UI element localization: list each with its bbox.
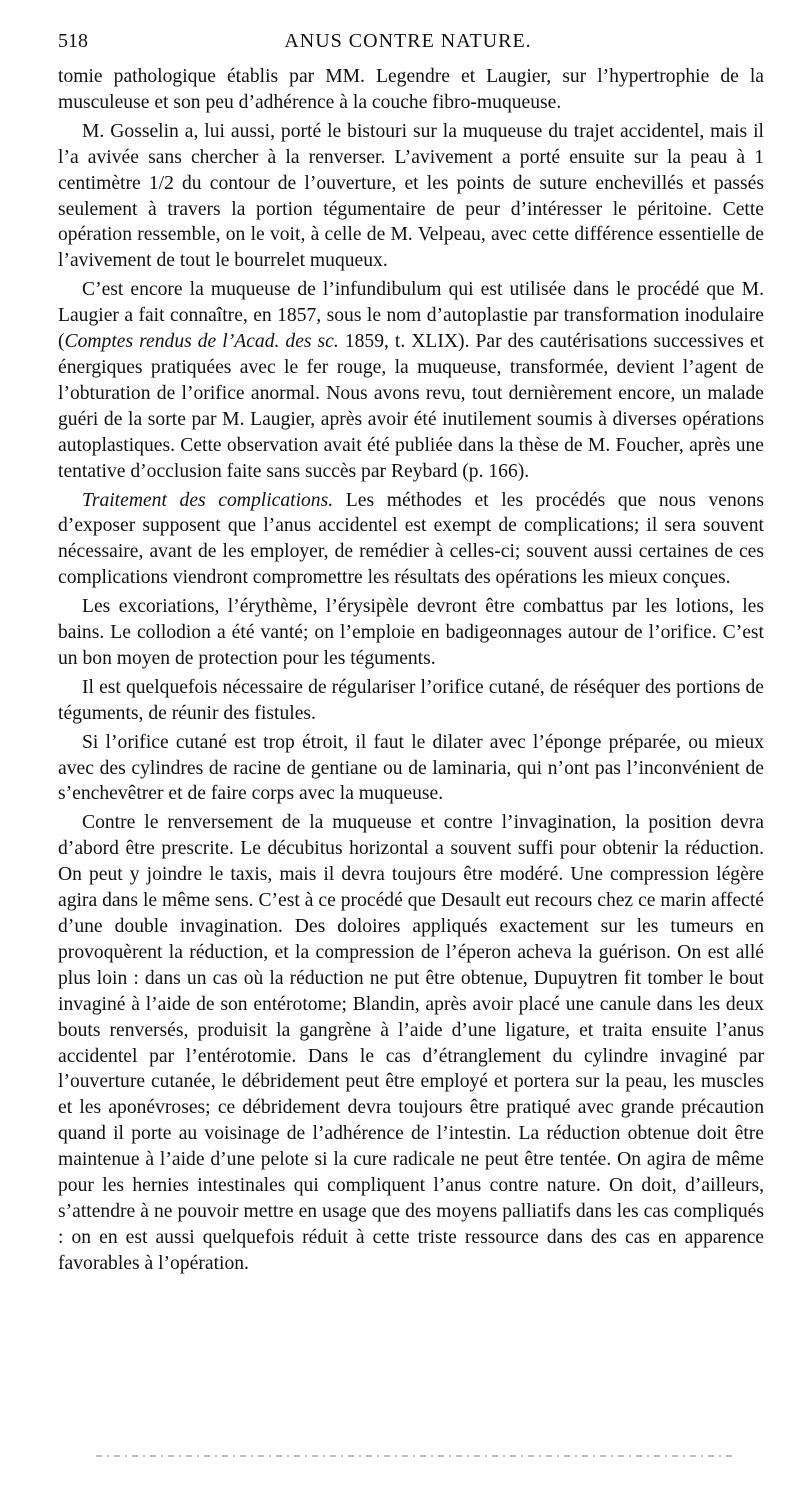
paragraph-4-text: Les méthodes et les procédés que nous venons d’exposer supposent que l’anus accidentel est exempt de complications; il sera souvent nécessaire, avant de les employer, de remédier à celles-ci; souvent aussi certaines de ces complications viendront compromettre les résultats des opérations les mieux conçues. — [58, 489, 764, 589]
paragraph-2: M. Gosselin a, lui aussi, porté le bistouri sur la muqueuse du trajet accidentel, mais il l’a avivée sans chercher à la renverser. L’avivement a porté ensuite sur la peau à 1 centimètre 1/2 du contour de l’ouverture, et les points de suture enchevillés et passés seulement à travers la portion tégumentaire de peur d’intéresser le péritoine. Cette opération ressemble, on le voit, à celle de M. Velpeau, avec cette différence essentielle de l’avivement de tout le bourrelet muqueux. — [58, 120, 764, 272]
page-header — [58, 30, 758, 60]
page-number: 518 — [58, 30, 88, 52]
paragraph-1: tomie pathologique établis par MM. Legendre et Laugier, sur l’hypertrophie de la musculeuse et son peu d’adhérence à la couche fibro-muqueuse. — [58, 66, 764, 113]
section-heading-complications: Traitement des complications. — [82, 489, 334, 511]
paragraph-3-text-b: 1859, t. XLIX). Par des cautérisations successives et énergiques pratiquées avec le fer rouge, la muqueuse, transformée, devient l’agent de l’obturation de l’orifice anormal. Nous avons revu, tout dernièrement encore, un malade guéri de la sorte par M. Laugier, après avoir été inutilement soumis à diverses opérations autoplastiques. Cette observation avait été publiée dans la thèse de M. Foucher, après une tentative d’occlusion faite sans succès par Reybard (p. 166). — [58, 331, 765, 482]
paragraph-4 — [58, 488, 764, 592]
paragraph-7: Si l’orifice cutané est trop étroit, il faut le dilater avec l’éponge préparée, ou mieux avec des cylindres de racine de gentiane ou de laminaria, qui n’ont pas l’inconvénient de s’enchevêtrer et de faire corps avec la muqueuse. — [58, 731, 764, 805]
paragraph-6: Il est quelquefois nécessaire de régulariser l’orifice cutané, de réséquer des portions de téguments, de réunir des fistules. — [58, 676, 764, 724]
paragraph-8: Contre le renversement de la muqueuse et contre l’invagination, la position devra d’abord être prescrite. Le décubitus horizontal a souvent suffi pour obtenir la réduction. On peut y joindre le taxis, mais il devra toujours être modéré. Une compression légère agira dans le même sens. C’est à ce procédé que Desault eut recours chez ce marin affecté d’une double invagination. Des doloires appliqués exactement sur les tumeurs en provoquèrent la réduction, et la compression de l’éperon acheva la guérison. On est allé plus loin : dans un cas où la réduction ne put être obtenue, Dupuytren fit tomber le bout invaginé à l’aide de son entérotome; Blandin, après avoir placé une canule dans les deux bouts renversés, produisit la gangrène à l’aide d’une ligature, et traita ensuite l’anus accidentel par l’entérotomie. Dans le cas d’étranglement du cylindre invaginé par l’ouverture cutanée, le débridement peut être employé et portera sur la peau, les muscles et les aponévroses; ce débridement devra toujours être pratiqué avec grande précaution quand il porte au voisinage de l’adhérence de l’intestin. La réduction obtenue doit être maintenue à l’aide d’une pelote si la cure radicale ne peut être tentée. On agira de même pour les hernies intestinales qui compliquent l’anus contre nature. On doit, d’ailleurs, s’attendre à ne pouvoir mettre en usage que des moyens palliatifs dans les cas compliqués : on en est aussi quelquefois réduit à cette triste ressource dans des cas en apparence favorables à l’opération. — [58, 812, 764, 1274]
paragraph-3 — [58, 277, 764, 484]
paragraph-3-citation: Comptes rendus de l’Acad. des sc. — [64, 331, 339, 353]
footer-dashed-rule — [96, 1452, 736, 1460]
running-title: ANUS CONTRE NATURE. — [284, 30, 532, 52]
paragraph-5: Les excoriations, l’érythème, l’érysipèle devront être combattus par les lotions, les bains. Le collodion a été vanté; on l’emploie en badigeonnages autour de l’orifice. C’est un bon moyen de protection pour les téguments. — [58, 596, 764, 669]
paragraph-3-text-a: C’est encore la muqueuse de l’infundibulum qui est utilisée dans le procédé que M. Laugier a fait connaître, en 1857, sous le nom d’autoplastie par transformation inodulaire ( — [58, 279, 764, 353]
body-text — [58, 64, 764, 1280]
